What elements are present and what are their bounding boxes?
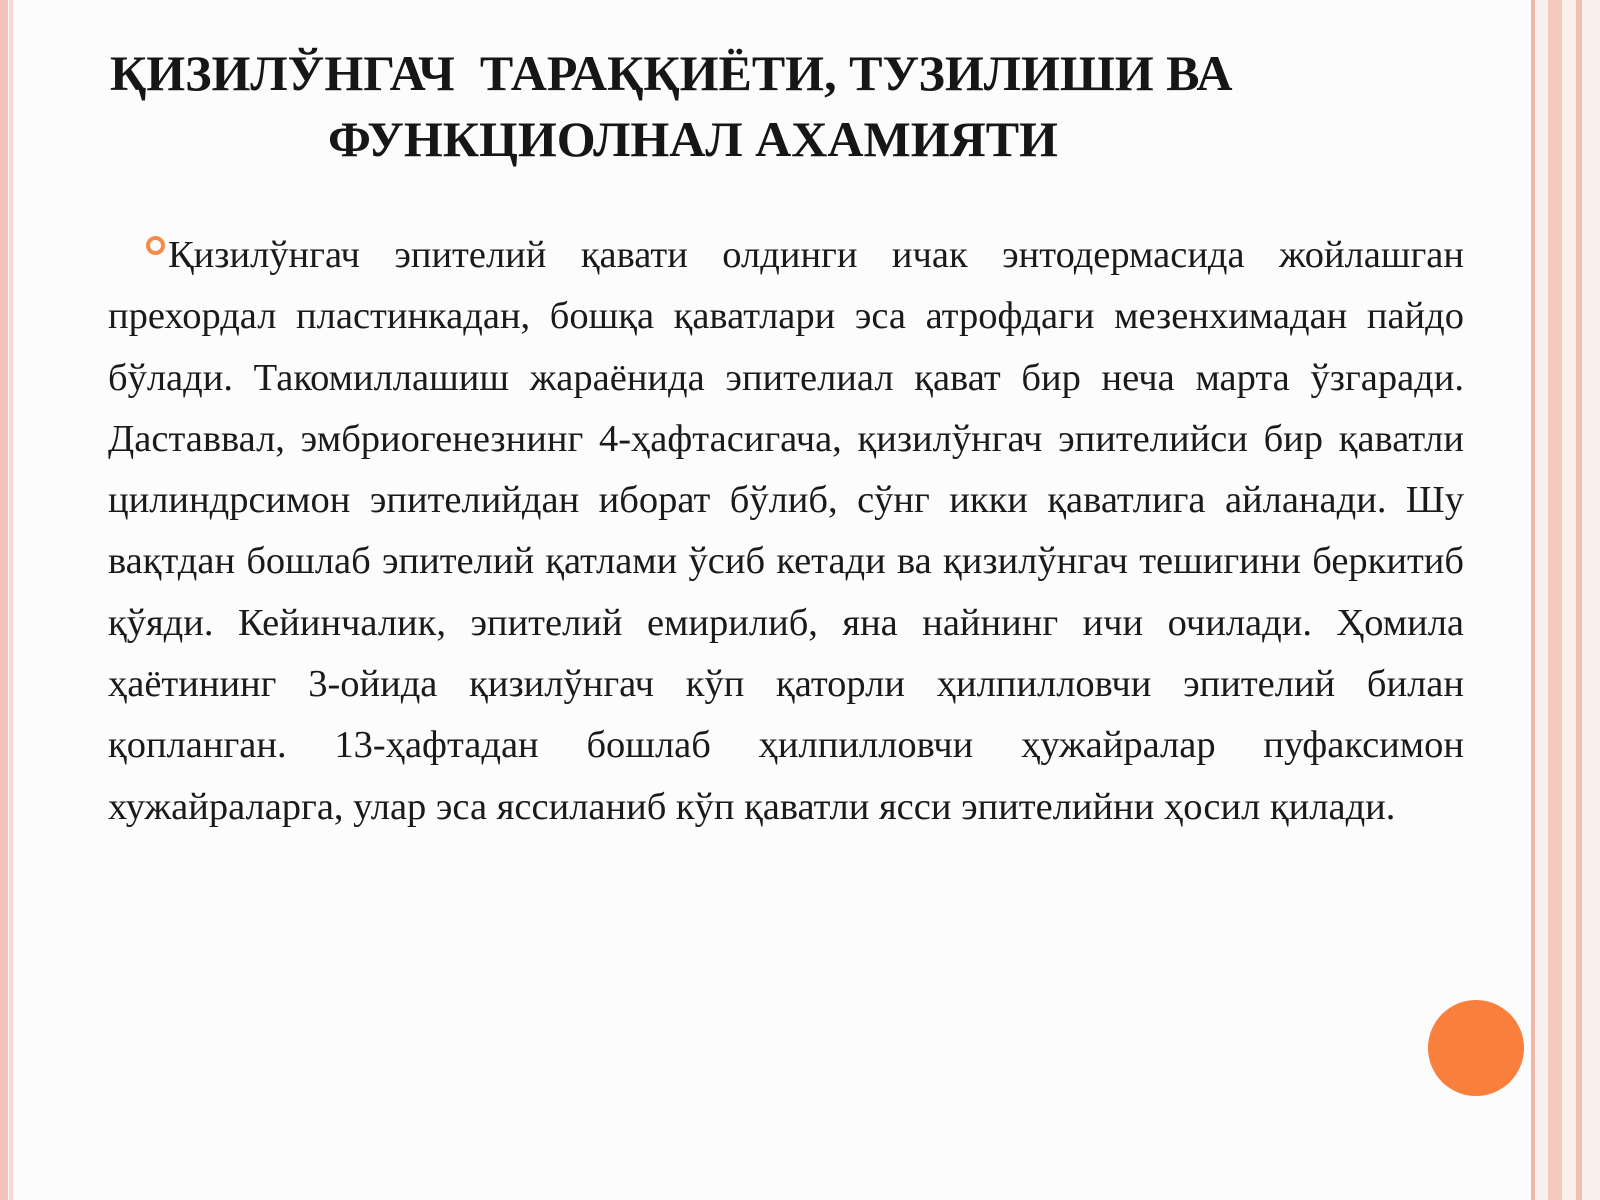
right-border-line [1548, 0, 1562, 1200]
slide-title-line-1: ҚИЗИЛЎНГАЧ ТАРАҚҚИЁТИ, ТУЗИЛИШИ ВА [110, 45, 1233, 101]
right-border-decoration [1536, 0, 1600, 1200]
slide-title [60, 40, 1420, 172]
orange-circle-decoration [1428, 1000, 1524, 1096]
right-border-line [1576, 0, 1582, 1200]
right-border-line [1531, 0, 1535, 1200]
body-paragraph: Қизилўнгач эпителий қавати олдинги ичак энтодермасида жойлашган прехордал пластинкадан, бошқа қаватлари эса атрофдаги мезенхимадан пайдо бўлади. Такомиллашиш жараёнида эпителиал қават бир неча марта ўзгаради. Даставвал, эмбриогенезнинг 4-ҳафтасигача, қизилўнгач эпителийси бир қаватли цилиндрсимон эпителийдан иборат бўлиб, сўнг икки қаватлига айланади. Шу вақтдан бошлаб эпителий қатлами ўсиб кетади ва қизилўнгач тешигини беркитиб қўяди. Кейинчалик, эпителий емирилиб, яна найнинг ичи очилади. Ҳомила ҳаётининг 3-ойида қизилўнгач кўп қаторли ҳилпилловчи эпителий билан қопланган. 13-ҳафтадан бошлаб ҳилпилловчи ҳужайралар пуфаксимон хужайраларга, улар эса яссиланиб кўп қаватли ясси эпителийни ҳосил қилади. [108, 234, 1464, 828]
left-border-inner-decoration [9, 0, 13, 1200]
slide-title-line-2: ФУНКЦИОЛНАЛ АХАМИЯТИ [328, 111, 1058, 167]
left-border-decoration [0, 0, 8, 1200]
